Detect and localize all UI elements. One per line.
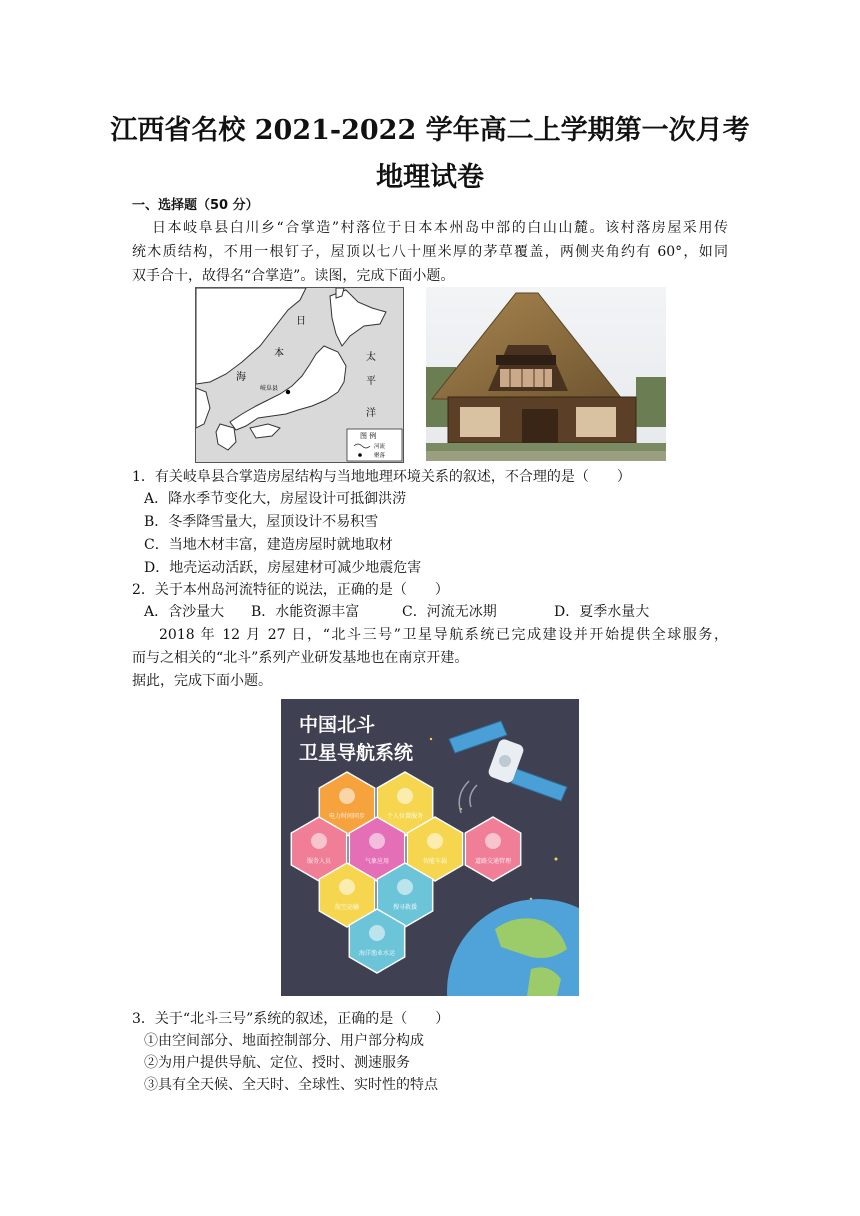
question1-stem: 1．有关岐阜县合掌造房屋结构与当地地理环境关系的叙述，不合理的是（ ） [132, 469, 631, 485]
hexagon-label: 智能车载 [422, 858, 448, 865]
poster-title-line1: 中国北斗 [299, 714, 376, 736]
question2-option-a: A．含沙量大 [144, 604, 225, 620]
kyushu-island [216, 424, 236, 450]
map-label-ping: 平 [366, 376, 376, 387]
map-label-tai: 太 [366, 352, 376, 363]
question3-item-1: ①由空间部分、地面控制部分、用户部分构成 [144, 1033, 424, 1049]
map-label-ri: 日 [296, 316, 306, 327]
hexagon-label: 搜寻救援 [392, 904, 418, 911]
question2-option-d: D．夏季水量大 [554, 604, 650, 620]
poster-title-line2: 卫星导航系统 [299, 742, 414, 764]
map-label-gifu: 岐阜县 [260, 385, 279, 392]
hexagon-icon [339, 788, 355, 804]
mainland-asia [196, 288, 306, 384]
hexagon-icon [369, 833, 385, 849]
town-symbol-icon [358, 453, 362, 457]
question3-stem: 3．关于“北斗三号”系统的叙述，正确的是（ ） [132, 1011, 450, 1027]
hexagon-label: 电力时间同步 [328, 813, 366, 820]
hexagon-icon [369, 925, 385, 941]
hexagon-icon [397, 788, 413, 804]
passage2-line1: 2018 年 12 月 27 日，“北斗三号”卫星导航系统已完成建设并开始提供全球服务， [159, 627, 728, 643]
passage2-line2: 而与之相关的“北斗”系列产业研发基地也在南京开建。 [132, 650, 469, 666]
section-heading: 一、选择题（50 分） [132, 198, 259, 213]
question2-option-c: C．河流无冰期 [402, 604, 497, 620]
question3-item-2: ②为用户提供导航、定位、授时、测速服务 [144, 1055, 410, 1071]
map-label-hai: 海 [236, 372, 246, 383]
gassho-house-photo [426, 287, 666, 461]
hexagon-label: 个人位置服务 [386, 813, 424, 820]
honshu-island [230, 346, 346, 430]
passage1-line1: 日本岐阜县白川乡“合掌造”村落位于日本本州岛中部的白山山麓。该村落房屋采用传 [152, 220, 728, 236]
passage2-line3: 据此，完成下面小题。 [132, 673, 272, 689]
hexagon-icon [311, 833, 327, 849]
map-legend-title: 图 例 [360, 432, 377, 440]
hexagon-icon [427, 833, 443, 849]
hexagon-icon [397, 879, 413, 895]
passage1-line3: 双手合十，故得名“合掌造”。读图，完成下面小题。 [132, 268, 455, 284]
hokkaido-island [330, 290, 386, 346]
map-legend-river: 河流 [374, 444, 386, 450]
japan-map [195, 287, 404, 463]
hexagon-label: 航空运输 [334, 904, 360, 911]
map-label-ben: 本 [274, 348, 284, 359]
beidou-poster [281, 699, 579, 996]
hexagon-label: 海洋渔业水运 [358, 950, 396, 957]
question2-stem: 2．关于本州岛河流特征的说法，正确的是（ ） [132, 582, 449, 598]
question2-option-b: B．水能资源丰富 [251, 604, 360, 620]
korea-peninsula [196, 388, 210, 428]
shikoku-island [250, 424, 280, 438]
question1-option-d: D．地壳运动活跃，房屋建材可减少地震危害 [144, 560, 422, 576]
passage1-line2: 统木质结构，不用一根钉子，屋顶以七八十厘米厚的茅草覆盖，两侧夹角约有 60°，如同 [132, 244, 728, 260]
hexagon-label: 气象应用 [364, 858, 390, 865]
question1-option-c: C．当地木材丰富，建造房屋时就地取材 [144, 537, 393, 553]
exam-title: 江西省名校 2021-2022 学年高二上学期第一次月考 [110, 115, 750, 146]
question1-option-b: B．冬季降雪量大，屋顶设计不易积雪 [144, 514, 379, 530]
hexagon-icon [485, 833, 501, 849]
hexagon-label: 服务人员 [306, 858, 332, 865]
question1-option-a: A．降水季节变化大，房屋设计可抵御洪涝 [144, 491, 407, 507]
question3-item-3: ③具有全天候、全天时、全球性、实时性的特点 [144, 1077, 438, 1093]
map-legend-town: 聚落 [374, 453, 386, 459]
exam-subtitle: 地理试卷 [376, 162, 484, 193]
map-label-yang: 洋 [366, 408, 376, 419]
hexagon-label: 道路交通管理 [474, 858, 512, 865]
hexagon-icon [339, 879, 355, 895]
gifu-marker [286, 390, 290, 394]
